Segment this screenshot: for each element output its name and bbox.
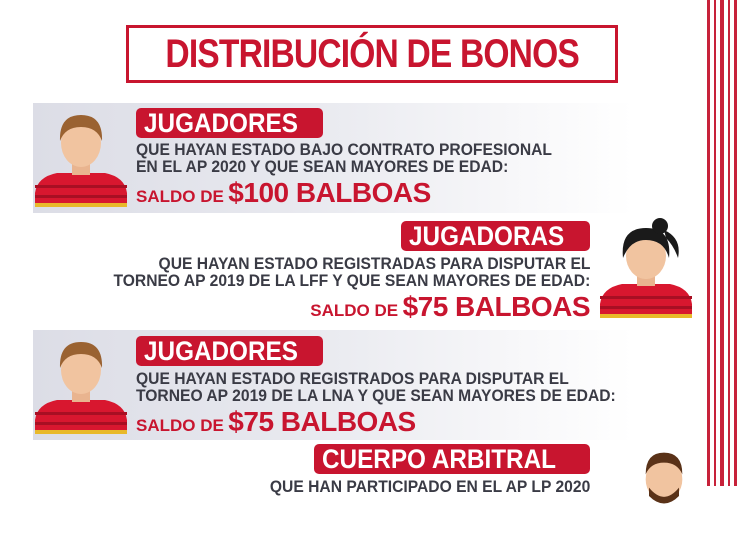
section-heading-badge (401, 221, 590, 251)
male-player-icon (33, 107, 129, 207)
amount-prefix: SALDO DE (136, 187, 224, 206)
section-description-line-2: TORNEO AP 2019 DE LA LFF Y QUE SEAN MAYORES DE EDAD: (113, 271, 590, 290)
section-heading: JUGADORAS (409, 220, 565, 251)
amount-prefix: SALDO DE (136, 416, 224, 435)
section-description-line-1: QUE HAN PARTICIPADO EN EL AP LP 2020 (269, 477, 590, 496)
amount-value: $75 BALBOAS (228, 406, 416, 437)
bonus-amount (136, 406, 416, 438)
section-jugadores-ap2020 (33, 103, 633, 213)
amount-value: $75 BALBOAS (402, 291, 590, 322)
bonus-amount (136, 177, 431, 209)
female-player-icon (598, 218, 694, 318)
amount-value: $100 BALBOAS (228, 177, 431, 208)
section-heading: CUERPO ARBITRAL (322, 443, 556, 474)
section-heading-badge (314, 444, 590, 474)
section-description-line-1: QUE HAYAN ESTADO REGISTRADAS PARA DISPUTAR EL (158, 254, 590, 273)
section-cuerpo-arbitral (108, 440, 708, 496)
section-description-line-1: QUE HAYAN ESTADO BAJO CONTRATO PROFESIONAL (136, 140, 552, 159)
section-description-line-2: TORNEO AP 2019 DE LA LNA Y QUE SEAN MAYORES DE EDAD: (136, 386, 616, 405)
page-title (126, 25, 618, 83)
referee-icon (624, 436, 704, 536)
decorative-stripes (705, 0, 741, 486)
amount-prefix: SALDO DE (310, 301, 399, 320)
section-description-line-2: EN EL AP 2020 Y QUE SEAN MAYORES DE EDAD: (136, 157, 509, 176)
section-heading-badge (136, 336, 323, 366)
male-player-icon (33, 334, 129, 434)
section-heading: JUGADORES (144, 335, 298, 366)
bonus-amount (310, 291, 590, 323)
section-heading-badge (136, 108, 323, 138)
section-jugadoras-lff (108, 215, 708, 325)
page-title-text: DISTRIBUCIÓN DE BONOS (165, 31, 579, 76)
section-heading: JUGADORES (144, 107, 298, 138)
section-description-line-1: QUE HAYAN ESTADO REGISTRADOS PARA DISPUTAR EL (136, 369, 569, 388)
section-jugadores-lna (33, 330, 633, 440)
